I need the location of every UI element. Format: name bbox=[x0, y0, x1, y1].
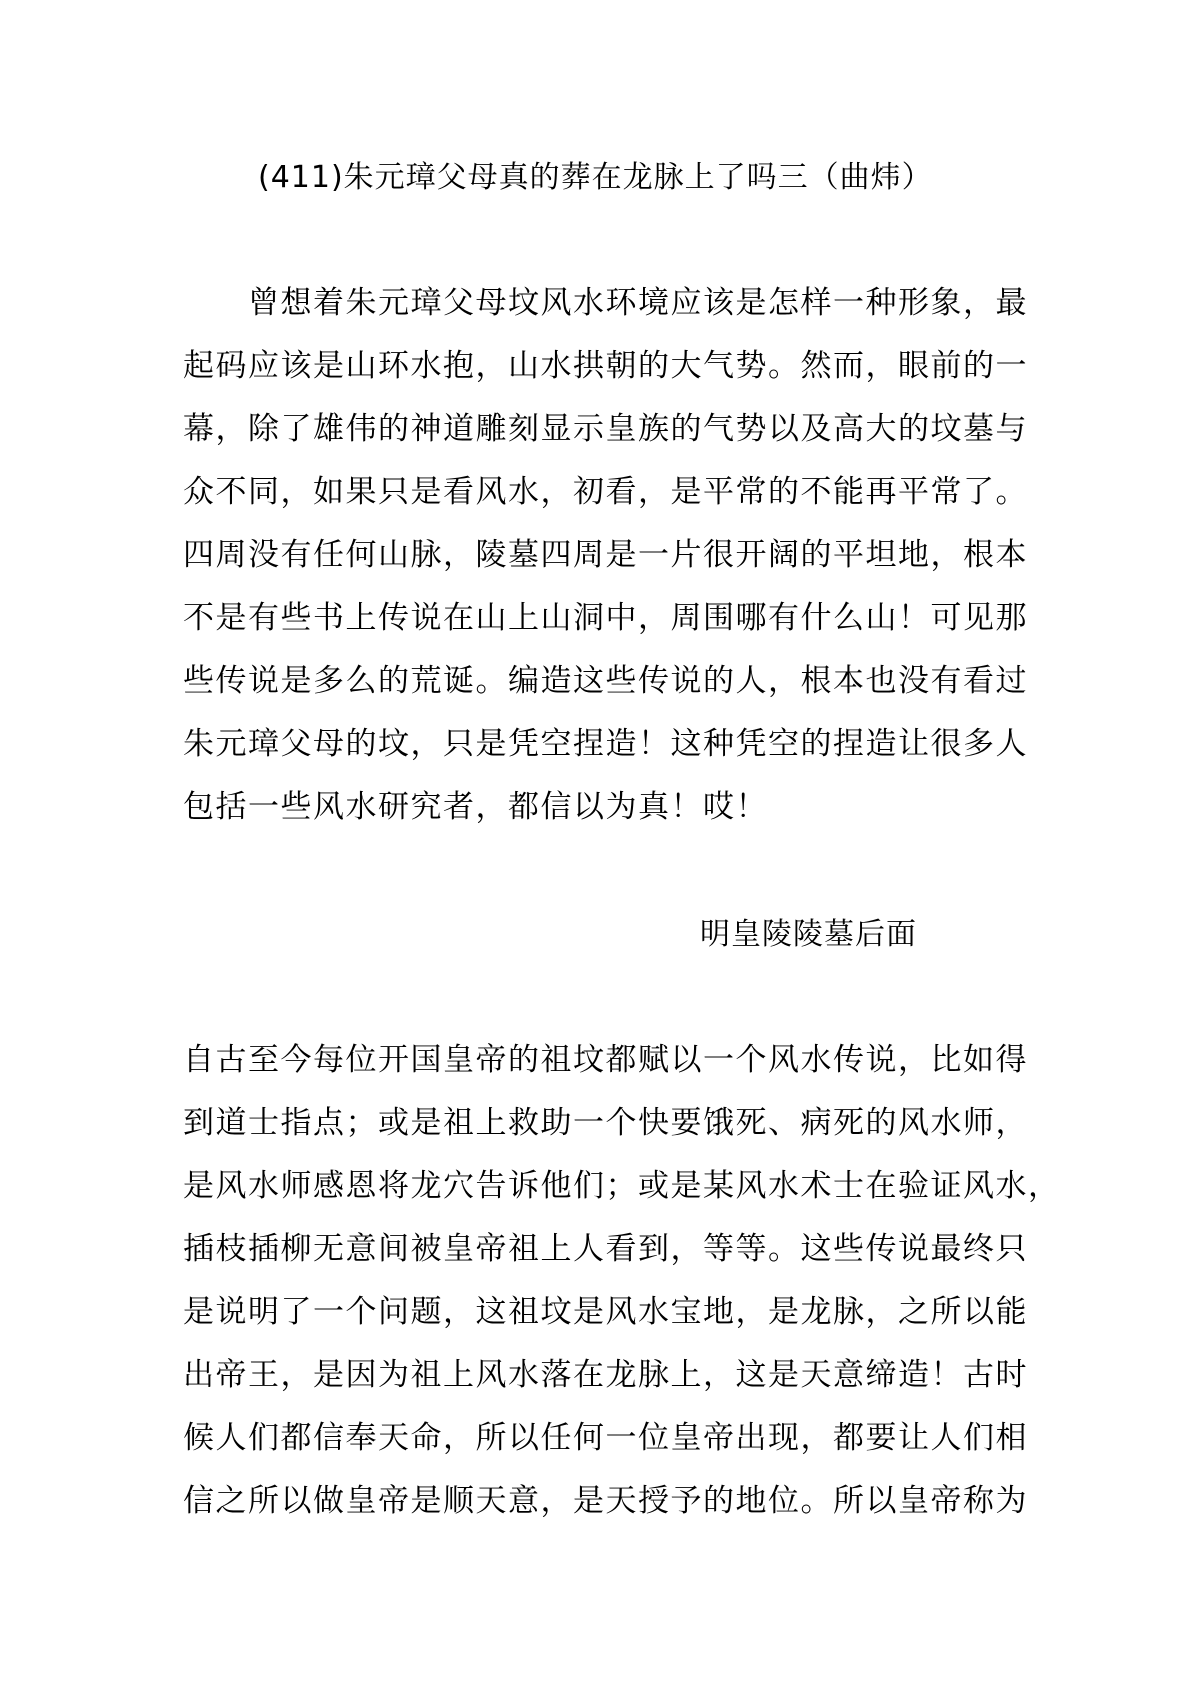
paragraph-2-line-6: 出帝王，是因为祖上风水落在龙脉上，这是天意缔造！古时 bbox=[183, 1357, 1028, 1393]
paragraph-1-line-4: 众不同，如果只是看风水，初看，是平常的不能再平常了。 bbox=[183, 474, 1028, 510]
paragraph-2-line-4: 插枝插柳无意间被皇帝祖上人看到，等等。这些传说最终只 bbox=[183, 1231, 1028, 1267]
paragraph-2-line-2: 到道士指点；或是祖上救助一个快要饿死、病死的风水师， bbox=[183, 1105, 1028, 1141]
document-title: (411)朱元璋父母真的葬在龙脉上了吗三（曲炜） bbox=[258, 160, 933, 195]
paragraph-1-line-8: 朱元璋父母的坟，只是凭空捏造！这种凭空的捏造让很多人 bbox=[183, 726, 1028, 762]
paragraph-1-line-7: 些传说是多么的荒诞。编造这些传说的人，根本也没有看过 bbox=[183, 663, 1028, 699]
paragraph-2-line-7: 候人们都信奉天命，所以任何一位皇帝出现，都要让人们相 bbox=[183, 1420, 1028, 1456]
paragraph-1-line-3: 幕，除了雄伟的神道雕刻显示皇族的气势以及高大的坟墓与 bbox=[183, 411, 1028, 447]
paragraph-1-line-6: 不是有些书上传说在山上山洞中，周围哪有什么山！可见那 bbox=[183, 600, 1028, 636]
image-caption: 明皇陵陵墓后面 bbox=[700, 917, 917, 952]
paragraph-2-line-1: 自古至今每位开国皇帝的祖坟都赋以一个风水传说，比如得 bbox=[183, 1042, 1028, 1078]
paragraph-1-line-1: 曾想着朱元璋父母坟风水环境应该是怎样一种形象，最 bbox=[183, 285, 1028, 321]
paragraph-1-line-9: 包括一些风水研究者，都信以为真！哎！ bbox=[183, 789, 768, 825]
paragraph-2-line-5: 是说明了一个问题，这祖坟是风水宝地，是龙脉，之所以能 bbox=[183, 1294, 1028, 1330]
paragraph-1-line-2: 起码应该是山环水抱，山水拱朝的大气势。然而，眼前的一 bbox=[183, 348, 1028, 384]
paragraph-2-line-3: 是风水师感恩将龙穴告诉他们；或是某风水术士在验证风水， bbox=[183, 1168, 1061, 1204]
paragraph-1-line-5: 四周没有任何山脉，陵墓四周是一片很开阔的平坦地，根本 bbox=[183, 537, 1028, 573]
paragraph-2-line-8: 信之所以做皇帝是顺天意，是天授予的地位。所以皇帝称为 bbox=[183, 1483, 1028, 1519]
